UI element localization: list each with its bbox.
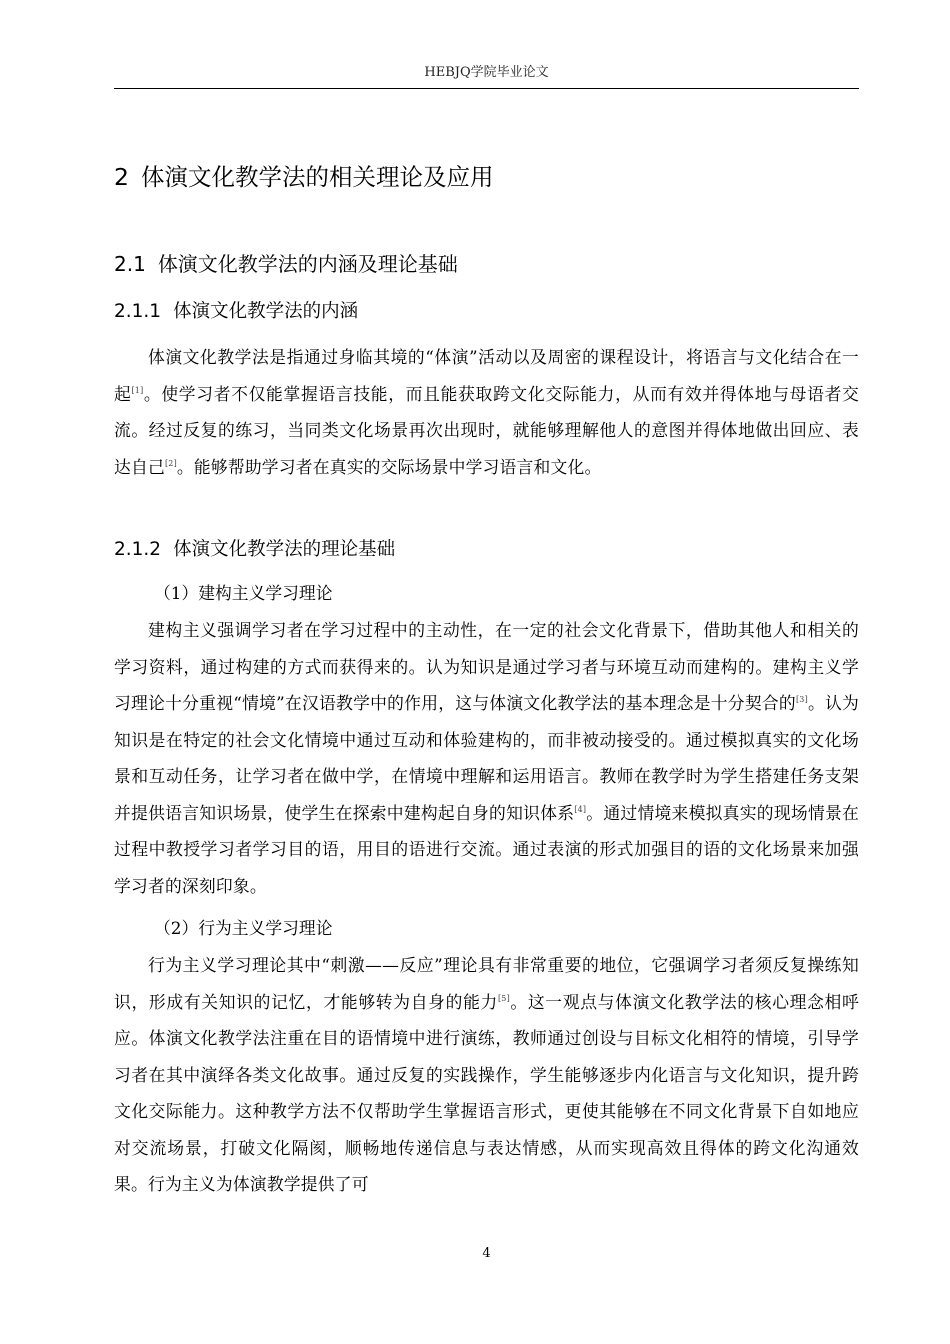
subsection-title: 体演文化教学法的内涵 <box>173 301 359 322</box>
subsection-number: 2.1.2 <box>114 539 162 560</box>
paragraph-text: 。通过情境来模拟真实的现场情景在过程中教授学习者学习目的语，用目的语进行交流。通过表演的形式加强目的语的文化场景来加强学习者的深刻印象。 <box>114 802 859 896</box>
paragraph-text: 建构主义强调学习者在学习过程中的主动性，在一定的社会文化背景下，借助其他人和相关的学习资料，通过构建的方式而获得来的。认为知识是通过学习者与环境互动而建构的。建构主义学习理论十分重视“情境”在汉语教学中的作用，这与体演文化教学法的基本理念是十分契合的 <box>114 620 859 713</box>
header-divider <box>114 88 859 89</box>
theory-heading-behaviorism: （2）行为主义学习理论 <box>154 918 333 938</box>
theory-heading-constructivism: （1）建构主义学习理论 <box>154 583 333 603</box>
paragraph-text: 。使学习者不仅能掌握语言技能，而且能获取跨文化交际能力，从而有效并得体地与母语者交流。经过反复的练习，当同类文化场景再次出现时，就能够理解他人的意图并得体地做出回应、表达自己 <box>114 383 860 477</box>
citation-5[interactable]: [5] <box>497 993 510 1003</box>
paragraph-text: 。认为知识是在特定的社会文化情境中通过互动和体验建构的，而非被动接受的。通过模拟真实的文化场景和互动任务，让学习者在做中学，在情境中理解和运用语言。教师在教学时为学生搭建任务支架并提供语言知识场景，使学生在探索中建构起自身的知识体系 <box>114 693 859 823</box>
paragraph-behaviorism <box>114 947 859 1203</box>
paragraph-text: 。这一观点与体演文化教学法的核心理念相呼应。体演文化教学法注重在目的语情境中进行演练，教师通过创设与目标文化相符的情境，引导学习者在其中演绎各类文化故事。通过反复的实践操作，学生能够逐步内化语言与文化知识，提升跨文化交际能力。这种教学方法不仅帮助学生掌握语言形式，更使其能够在不同文化背景下自如地应对交流场景，打破文化隔阂，顺畅地传递信息与表达情感，从而实现高效且得体的跨文化沟通效果。行为主义为体演教学提供了可 <box>114 991 859 1194</box>
subsection-number: 2.1.1 <box>114 301 162 322</box>
section-number: 2.1 <box>114 252 146 276</box>
chapter-heading <box>114 160 493 194</box>
citation-3[interactable]: [3] <box>795 695 808 704</box>
subsection-title: 体演文化教学法的理论基础 <box>173 539 396 560</box>
subsection-heading-2-1-2 <box>114 535 395 565</box>
paragraph-text: 行为主义学习理论其中“刺激——反应”理论具有非常重要的地位，它强调学习者须反复操练知识，形成有关知识的记忆，才能够转为自身的能力 <box>114 955 859 1012</box>
page-header: HEBJQ学院毕业论文 <box>424 65 549 80</box>
chapter-number: 2 <box>114 163 129 191</box>
citation-1[interactable]: [1] <box>131 385 144 395</box>
section-title: 体演文化教学法的内涵及理论基础 <box>157 252 458 276</box>
section-heading-2-1 <box>114 249 458 279</box>
citation-2[interactable]: [2] <box>164 458 177 468</box>
subsection-heading-2-1-1 <box>114 297 358 327</box>
page-number: 4 <box>482 1246 491 1261</box>
paragraph-constructivism <box>114 612 859 904</box>
chapter-title: 体演文化教学法的相关理论及应用 <box>140 163 494 191</box>
paragraph-connotation <box>114 339 859 485</box>
citation-4[interactable]: [4] <box>574 804 587 814</box>
paragraph-text: 体演文化教学法是指通过身临其境的“体演”活动以及周密的课程设计，将语言与文化结合在一起 <box>114 347 859 404</box>
paragraph-text: 。能够帮助学习者在真实的交际场景中学习语言和文化。 <box>176 456 602 477</box>
